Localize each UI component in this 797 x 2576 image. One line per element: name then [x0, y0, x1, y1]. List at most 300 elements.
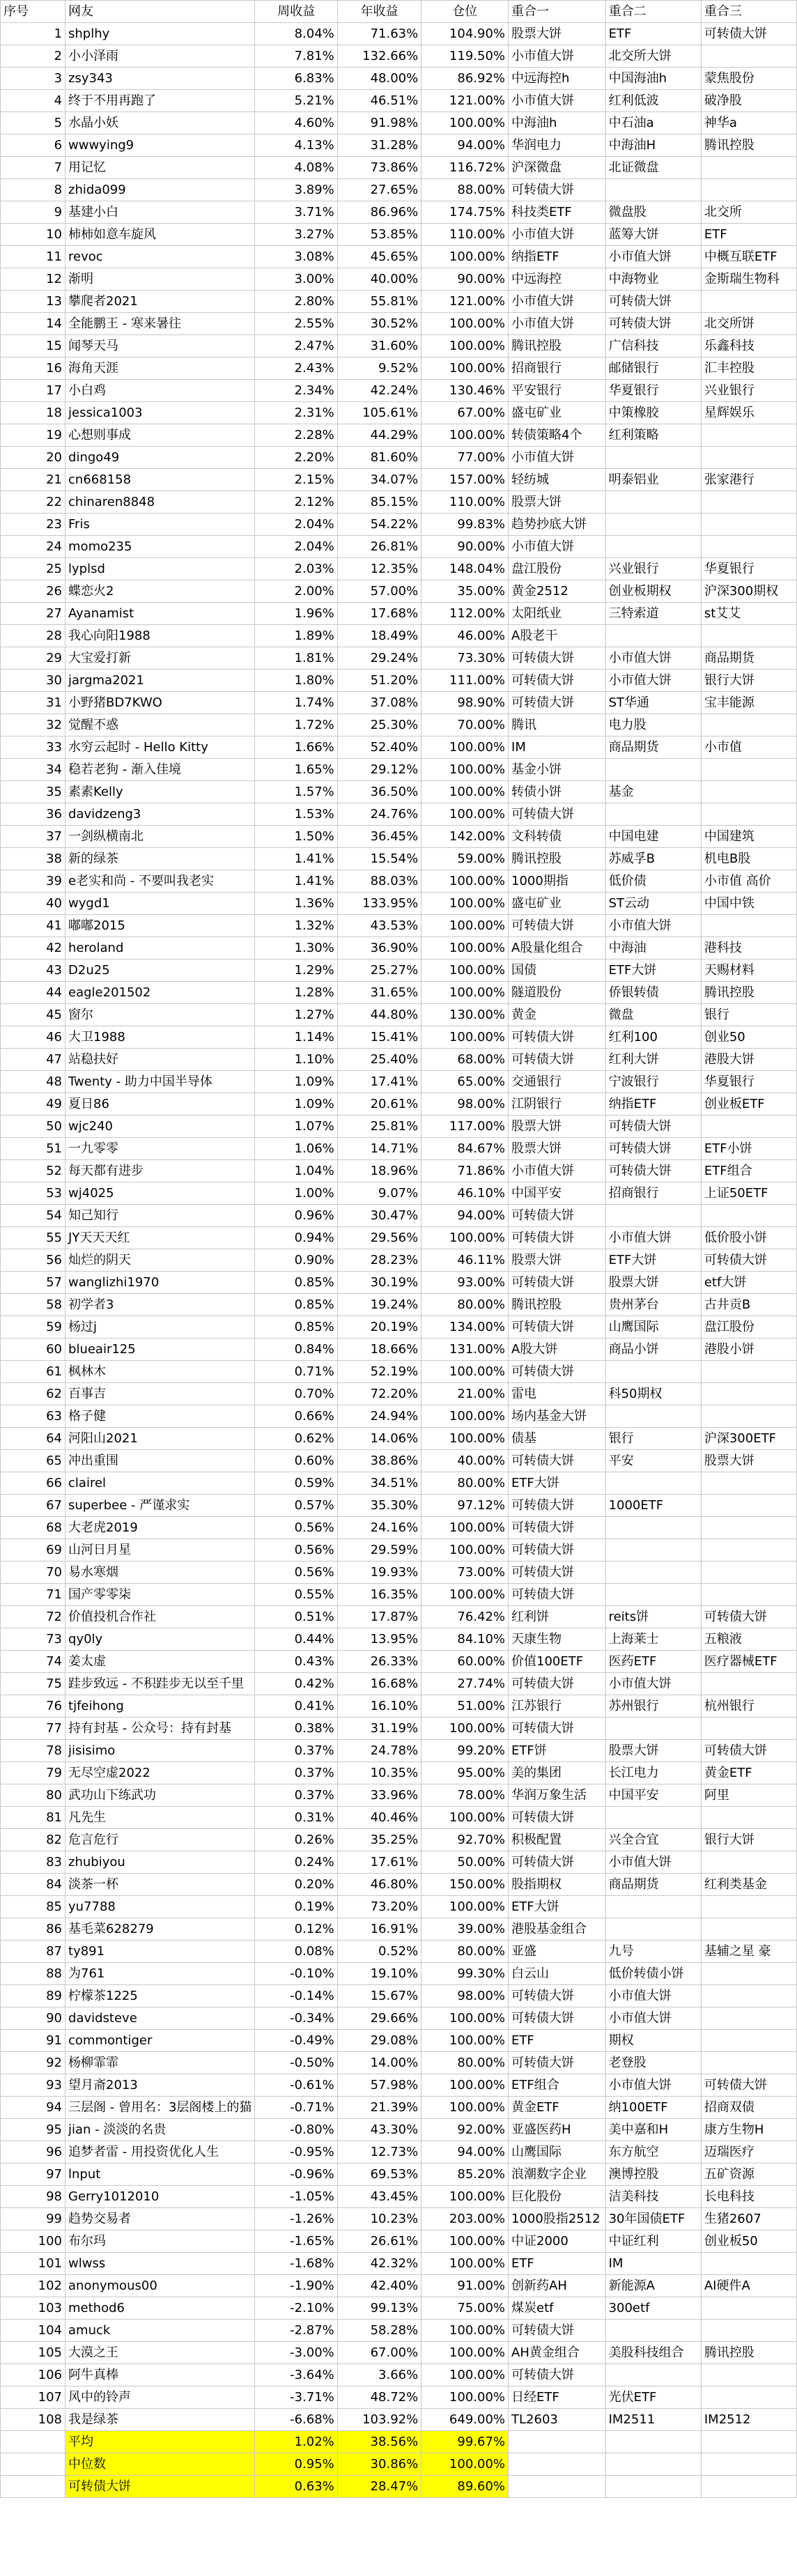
weekly-return-cell: -0.80%: [255, 2119, 337, 2141]
index-cell: 54: [1, 1205, 65, 1227]
weekly-return-cell: -1.26%: [255, 2208, 337, 2230]
name-cell: 望月斋2013: [65, 2074, 255, 2097]
overlap-two-cell: 纳指ETF: [605, 1093, 701, 1116]
index-cell: 24: [1, 536, 65, 558]
position-cell: 100.00%: [421, 736, 509, 759]
overlap-one-cell: 中国平安: [509, 1182, 606, 1205]
overlap-two-cell: 宁波银行: [605, 1071, 701, 1093]
weekly-return-cell: 1.53%: [255, 803, 337, 826]
name-cell: dingo49: [65, 447, 255, 469]
overlap-two-cell: 北交所大饼: [605, 45, 701, 68]
index-cell: 47: [1, 1049, 65, 1071]
empty-cell: [605, 2453, 701, 2476]
index-cell: 107: [1, 2386, 65, 2409]
overlap-two-cell: [605, 1205, 701, 1227]
position-cell: 100.00%: [421, 870, 509, 893]
name-cell: 用记忆: [65, 157, 255, 179]
table-row: [1, 335, 797, 357]
index-cell: 15: [1, 335, 65, 357]
overlap-two-cell: 小市值大饼: [605, 1227, 701, 1249]
table-row: [1, 514, 797, 536]
weekly-return-cell: 1.29%: [255, 959, 337, 982]
overlap-two-cell: 300etf: [605, 2297, 701, 2320]
position-cell: 80.00%: [421, 1294, 509, 1316]
overlap-two-cell: 小市值大饼: [605, 2007, 701, 2030]
position-cell: 111.00%: [421, 670, 509, 692]
overlap-one-cell: 小市值大饼: [509, 313, 606, 335]
weekly-return-cell: 1.28%: [255, 982, 337, 1004]
position-cell: 91.00%: [421, 2275, 509, 2297]
overlap-two-cell: [605, 179, 701, 201]
overlap-three-cell: [701, 291, 796, 313]
overlap-one-cell: 可转债大饼: [509, 1539, 606, 1561]
name-cell: 我是绿茶: [65, 2409, 255, 2431]
overlap-three-cell: [701, 1851, 796, 1874]
overlap-two-cell: 苏州银行: [605, 1695, 701, 1718]
overlap-three-cell: 华夏银行: [701, 558, 796, 580]
yearly-return-cell: 53.85%: [337, 224, 421, 246]
overlap-one-cell: 股票大饼: [509, 1116, 606, 1138]
overlap-three-cell: 乐鑫科技: [701, 335, 796, 357]
overlap-three-cell: 中国建筑: [701, 826, 796, 848]
name-cell: 格子健: [65, 1405, 255, 1428]
name-cell: 知己知行: [65, 1205, 255, 1227]
overlap-one-cell: 可转债大饼: [509, 1227, 606, 1249]
table-row: [1, 1807, 797, 1829]
name-cell: 国产零零柒: [65, 1584, 255, 1606]
weekly-return-cell: -1.05%: [255, 2186, 337, 2208]
position-cell: 119.50%: [421, 45, 509, 68]
yearly-return-cell: 18.66%: [337, 1339, 421, 1361]
position-cell: 100.00%: [421, 1517, 509, 1539]
overlap-one-cell: 场内基金大饼: [509, 1405, 606, 1428]
yearly-return-cell: 58.28%: [337, 2320, 421, 2342]
overlap-three-cell: ETF组合: [701, 1160, 796, 1182]
name-cell: 一九零零: [65, 1138, 255, 1160]
overlap-three-cell: 腾讯控股: [701, 982, 796, 1004]
weekly-return-cell: 0.85%: [255, 1294, 337, 1316]
overlap-two-cell: 商品期货: [605, 1874, 701, 1896]
overlap-one-cell: 腾讯控股: [509, 1294, 606, 1316]
name-cell: wlwss: [65, 2253, 255, 2275]
name-cell: zsy343: [65, 68, 255, 90]
overlap-one-cell: 可转债大饼: [509, 1584, 606, 1606]
name-cell: Ayanamist: [65, 603, 255, 625]
overlap-two-cell: 中海油: [605, 937, 701, 959]
table-row: [1, 2208, 797, 2230]
name-cell: 无尽空虚2022: [65, 1762, 255, 1784]
table-row: [1, 647, 797, 670]
overlap-two-cell: 红利100: [605, 1026, 701, 1049]
index-cell: 7: [1, 157, 65, 179]
index-cell: 82: [1, 1829, 65, 1851]
name-cell: 站稳扶好: [65, 1049, 255, 1071]
overlap-two-cell: 小市值大饼: [605, 1673, 701, 1695]
position-cell: 121.00%: [421, 90, 509, 112]
name-cell: wygd1: [65, 893, 255, 915]
overlap-three-cell: [701, 1584, 796, 1606]
index-cell: 80: [1, 1784, 65, 1807]
weekly-return-cell: 0.56%: [255, 1539, 337, 1561]
overlap-one-cell: 可转债大饼: [509, 2364, 606, 2386]
overlap-three-cell: [701, 1472, 796, 1495]
weekly-return-cell: 0.85%: [255, 1316, 337, 1339]
table-row: [1, 1428, 797, 1450]
yearly-return-cell: 29.12%: [337, 759, 421, 781]
yearly-return-cell: 17.41%: [337, 1071, 421, 1093]
overlap-two-cell: 招商银行: [605, 1182, 701, 1205]
table-row: [1, 268, 797, 291]
empty-cell: [509, 2431, 606, 2453]
position-cell: 90.00%: [421, 536, 509, 558]
name-cell: 渐明: [65, 268, 255, 291]
overlap-one-cell: 招商银行: [509, 357, 606, 380]
overlap-one-cell: 科技类ETF: [509, 201, 606, 224]
index-cell: 13: [1, 291, 65, 313]
overlap-two-cell: 中海物业: [605, 268, 701, 291]
weekly-return-cell: 0.26%: [255, 1829, 337, 1851]
name-cell: 稳若老狗 - 渐入佳境: [65, 759, 255, 781]
table-row: [1, 313, 797, 335]
overlap-one-cell: 股票大饼: [509, 1138, 606, 1160]
weekly-return-cell: 0.12%: [255, 1918, 337, 1941]
position-cell: 100.00%: [421, 2320, 509, 2342]
yearly-return-cell: 46.51%: [337, 90, 421, 112]
table-row: [1, 1116, 797, 1138]
table-row: [1, 982, 797, 1004]
yearly-return-cell: 14.71%: [337, 1138, 421, 1160]
weekly-return-cell: 3.71%: [255, 201, 337, 224]
overlap-one-cell: 可转债大饼: [509, 1985, 606, 2007]
overlap-one-cell: A股量化组合: [509, 937, 606, 959]
overlap-two-cell: 蓝筹大饼: [605, 224, 701, 246]
weekly-return-cell: 1.89%: [255, 625, 337, 647]
weekly-return-cell: 1.81%: [255, 647, 337, 670]
overlap-two-cell: 北证微盘: [605, 157, 701, 179]
name-header: 网友: [65, 1, 255, 23]
weekly-return-cell: 1.57%: [255, 781, 337, 803]
index-cell: 41: [1, 915, 65, 937]
overlap-two-cell: 中国平安: [605, 1784, 701, 1807]
name-cell: 心想则事成: [65, 424, 255, 447]
overlap-one-cell: A股老干: [509, 625, 606, 647]
yearly-return-cell: 26.33%: [337, 1651, 421, 1673]
overlap-two-cell: 30年国债ETF: [605, 2208, 701, 2230]
yearly-return-cell: 29.66%: [337, 2007, 421, 2030]
position-cell: 84.10%: [421, 1628, 509, 1651]
overlap-two-cell: 洁美科技: [605, 2186, 701, 2208]
overlap-three-cell: 长电科技: [701, 2186, 796, 2208]
yearly-return-cell: 99.13%: [337, 2297, 421, 2320]
overlap-two-cell: 可转债大饼: [605, 291, 701, 313]
index-cell: 92: [1, 2052, 65, 2074]
overlap-three-cell: [701, 1361, 796, 1383]
position-cell: 46.10%: [421, 1182, 509, 1205]
overlap-one-cell: 小市值大饼: [509, 224, 606, 246]
overlap-one-cell: ETF: [509, 2253, 606, 2275]
overlap-two-cell: 商品小饼: [605, 1339, 701, 1361]
overlap-three-cell: st艾艾: [701, 603, 796, 625]
yearly-return-cell: 67.00%: [337, 2342, 421, 2364]
overlap-two-cell: IM2511: [605, 2409, 701, 2431]
overlap-two-cell: [605, 1561, 701, 1584]
position-cell: 80.00%: [421, 1941, 509, 1963]
table-row: [1, 1450, 797, 1472]
summary-value: 100.00%: [421, 2453, 509, 2476]
overlap-two-cell: 明泰铝业: [605, 469, 701, 491]
overlap-two-header: 重合二: [605, 1, 701, 23]
overlap-three-cell: AI硬件A: [701, 2275, 796, 2297]
yearly-return-cell: 25.40%: [337, 1049, 421, 1071]
yearly-return-cell: 36.45%: [337, 826, 421, 848]
table-row: [1, 2007, 797, 2030]
table-row: [1, 157, 797, 179]
overlap-one-cell: 美的集团: [509, 1762, 606, 1784]
overlap-two-cell: 美股科技组合: [605, 2342, 701, 2364]
overlap-two-cell: 股票大饼: [605, 1740, 701, 1762]
index-cell: 105: [1, 2342, 65, 2364]
yearly-return-cell: 42.32%: [337, 2253, 421, 2275]
table-row: [1, 357, 797, 380]
table-row: [1, 1517, 797, 1539]
name-cell: 山河日月星: [65, 1539, 255, 1561]
weekly-return-cell: 3.89%: [255, 179, 337, 201]
overlap-two-cell: 美中嘉和H: [605, 2119, 701, 2141]
name-cell: 攀爬者2021: [65, 291, 255, 313]
name-cell: 窗尔: [65, 1004, 255, 1026]
position-cell: 130.46%: [421, 380, 509, 402]
name-cell: 大宝爱打新: [65, 647, 255, 670]
weekly-return-cell: 2.15%: [255, 469, 337, 491]
table-row: [1, 2320, 797, 2342]
yearly-return-cell: 30.47%: [337, 1205, 421, 1227]
table-row: [1, 625, 797, 647]
overlap-two-cell: 中国电建: [605, 826, 701, 848]
empty-cell: [701, 2453, 796, 2476]
index-cell: 31: [1, 692, 65, 714]
name-cell: heroland: [65, 937, 255, 959]
summary-row: [1, 2431, 797, 2453]
overlap-two-cell: [605, 1584, 701, 1606]
index-cell: 102: [1, 2275, 65, 2297]
position-cell: 98.00%: [421, 1985, 509, 2007]
name-cell: e老实和尚 - 不要叫我老实: [65, 870, 255, 893]
overlap-one-cell: 转债小饼: [509, 781, 606, 803]
weekly-return-cell: 1.07%: [255, 1116, 337, 1138]
overlap-two-cell: 小市值大饼: [605, 1851, 701, 1874]
overlap-one-cell: 股票大饼: [509, 23, 606, 45]
index-cell: 40: [1, 893, 65, 915]
name-cell: 新的绿茶: [65, 848, 255, 870]
overlap-two-cell: 山鹰国际: [605, 1316, 701, 1339]
overlap-one-cell: 可转债大饼: [509, 670, 606, 692]
table-row: [1, 1606, 797, 1628]
yearly-return-cell: 57.00%: [337, 580, 421, 603]
yearly-return-cell: 24.78%: [337, 1740, 421, 1762]
overlap-two-cell: 老登股: [605, 2052, 701, 2074]
name-cell: 基毛菜628279: [65, 1918, 255, 1941]
table-row: [1, 781, 797, 803]
overlap-two-cell: 银行: [605, 1428, 701, 1450]
overlap-three-cell: [701, 1383, 796, 1405]
table-row: [1, 2186, 797, 2208]
overlap-one-cell: 华润万象生活: [509, 1784, 606, 1807]
weekly-return-cell: 8.04%: [255, 23, 337, 45]
position-cell: 150.00%: [421, 1874, 509, 1896]
name-cell: davidsteve: [65, 2007, 255, 2030]
index-cell: 51: [1, 1138, 65, 1160]
weekly-return-cell: 1.36%: [255, 893, 337, 915]
overlap-two-cell: 邮储银行: [605, 357, 701, 380]
position-cell: 71.86%: [421, 1160, 509, 1182]
overlap-three-cell: 可转债大饼: [701, 1249, 796, 1272]
yearly-return-cell: 14.00%: [337, 2052, 421, 2074]
yearly-return-cell: 43.30%: [337, 2119, 421, 2141]
weekly-return-cell: 0.44%: [255, 1628, 337, 1651]
overlap-two-cell: [605, 536, 701, 558]
index-cell: 42: [1, 937, 65, 959]
yearly-return-cell: 48.72%: [337, 2386, 421, 2409]
overlap-one-cell: 隧道股份: [509, 982, 606, 1004]
summary-value: 89.60%: [421, 2476, 509, 2498]
table-row: [1, 1071, 797, 1093]
overlap-three-cell: [701, 803, 796, 826]
overlap-three-cell: 沪深300ETF: [701, 1428, 796, 1450]
overlap-two-cell: 红利大饼: [605, 1049, 701, 1071]
position-cell: 174.75%: [421, 201, 509, 224]
yearly-return-cell: 12.35%: [337, 558, 421, 580]
position-cell: 27.74%: [421, 1673, 509, 1695]
position-cell: 75.00%: [421, 2297, 509, 2320]
position-cell: 100.00%: [421, 915, 509, 937]
overlap-two-cell: [605, 1718, 701, 1740]
table-row: [1, 870, 797, 893]
overlap-three-cell: [701, 1495, 796, 1517]
overlap-one-cell: 沪深微盘: [509, 157, 606, 179]
yearly-return-cell: 73.20%: [337, 1896, 421, 1918]
yearly-return-cell: 29.59%: [337, 1539, 421, 1561]
weekly-return-cell: -0.50%: [255, 2052, 337, 2074]
name-cell: 杨柳霏霏: [65, 2052, 255, 2074]
weekly-return-cell: 0.37%: [255, 1740, 337, 1762]
yearly-return-cell: 73.86%: [337, 157, 421, 179]
overlap-one-cell: 可转债大饼: [509, 1517, 606, 1539]
overlap-one-cell: 腾讯控股: [509, 848, 606, 870]
position-cell: 99.30%: [421, 1963, 509, 1985]
yearly-return-cell: 19.10%: [337, 1963, 421, 1985]
overlap-one-cell: 煤炭etf: [509, 2297, 606, 2320]
overlap-two-cell: 红利策略: [605, 424, 701, 447]
index-cell: 19: [1, 424, 65, 447]
position-cell: 46.00%: [421, 625, 509, 647]
position-cell: 98.00%: [421, 1093, 509, 1116]
overlap-one-cell: 可转债大饼: [509, 2007, 606, 2030]
name-cell: wanglizhi1970: [65, 1272, 255, 1294]
position-cell: 100.00%: [421, 246, 509, 268]
table-row: [1, 2409, 797, 2431]
table-row: [1, 1918, 797, 1941]
summary-index-cell: [1, 2453, 65, 2476]
position-cell: 100.00%: [421, 893, 509, 915]
position-cell: 112.00%: [421, 603, 509, 625]
overlap-one-cell: 小市值大饼: [509, 1160, 606, 1182]
name-cell: 每天都有进步: [65, 1160, 255, 1182]
overlap-two-cell: 澳博控股: [605, 2164, 701, 2186]
yearly-return-cell: 9.52%: [337, 357, 421, 380]
position-cell: 100.00%: [421, 1405, 509, 1428]
overlap-one-cell: A股大饼: [509, 1339, 606, 1361]
index-cell: 6: [1, 134, 65, 157]
yearly-return-cell: 19.93%: [337, 1561, 421, 1584]
overlap-one-cell: 亚盛: [509, 1941, 606, 1963]
index-cell: 1: [1, 23, 65, 45]
name-cell: 武功山下练武功: [65, 1784, 255, 1807]
overlap-three-cell: 五粮液: [701, 1628, 796, 1651]
summary-label: 中位数: [65, 2453, 255, 2476]
weekly-return-cell: -0.14%: [255, 1985, 337, 2007]
weekly-return-cell: 0.90%: [255, 1249, 337, 1272]
overlap-two-cell: 微盘: [605, 1004, 701, 1026]
table-row: [1, 959, 797, 982]
overlap-three-cell: [701, 1116, 796, 1138]
position-cell: 100.00%: [421, 1026, 509, 1049]
weekly-return-cell: 0.08%: [255, 1941, 337, 1963]
yearly-return-cell: 20.61%: [337, 1093, 421, 1116]
overlap-two-cell: 中证红利: [605, 2230, 701, 2253]
index-cell: 97: [1, 2164, 65, 2186]
weekly-return-cell: -2.10%: [255, 2297, 337, 2320]
overlap-one-cell: 腾讯: [509, 714, 606, 736]
overlap-three-cell: 古井贡B: [701, 1294, 796, 1316]
table-row: [1, 2253, 797, 2275]
index-cell: 66: [1, 1472, 65, 1495]
name-cell: eagle201502: [65, 982, 255, 1004]
overlap-three-cell: [701, 2030, 796, 2052]
position-cell: 100.00%: [421, 424, 509, 447]
name-cell: D2u25: [65, 959, 255, 982]
table-row: [1, 1695, 797, 1718]
overlap-three-cell: 腾讯控股: [701, 2342, 796, 2364]
yearly-return-cell: 25.27%: [337, 959, 421, 982]
weekly-return-cell: 1.80%: [255, 670, 337, 692]
overlap-one-cell: 中证2000: [509, 2230, 606, 2253]
name-cell: Twenty - 助力中国半导体: [65, 1071, 255, 1093]
overlap-two-cell: [605, 447, 701, 469]
table-row: [1, 179, 797, 201]
overlap-one-cell: ETF: [509, 2030, 606, 2052]
weekly-return-cell: 2.55%: [255, 313, 337, 335]
name-cell: cn668158: [65, 469, 255, 491]
position-cell: 110.00%: [421, 491, 509, 514]
position-cell: 649.00%: [421, 2409, 509, 2431]
yearly-return-cell: 17.61%: [337, 1851, 421, 1874]
overlap-three-cell: 红利类基金: [701, 1874, 796, 1896]
table-row: [1, 1829, 797, 1851]
name-cell: 大老虎2019: [65, 1517, 255, 1539]
yearly-return-cell: 16.35%: [337, 1584, 421, 1606]
table-row: [1, 1049, 797, 1071]
position-cell: 94.00%: [421, 1205, 509, 1227]
weekly-return-cell: 0.71%: [255, 1361, 337, 1383]
yearly-return-cell: 26.61%: [337, 2230, 421, 2253]
name-cell: qy0ly: [65, 1628, 255, 1651]
yearly-return-cell: 25.81%: [337, 1116, 421, 1138]
yearly-return-cell: 81.60%: [337, 447, 421, 469]
summary-value: 38.56%: [337, 2431, 421, 2453]
index-cell: 30: [1, 670, 65, 692]
overlap-three-cell: 北交所: [701, 201, 796, 224]
name-cell: blueair125: [65, 1339, 255, 1361]
